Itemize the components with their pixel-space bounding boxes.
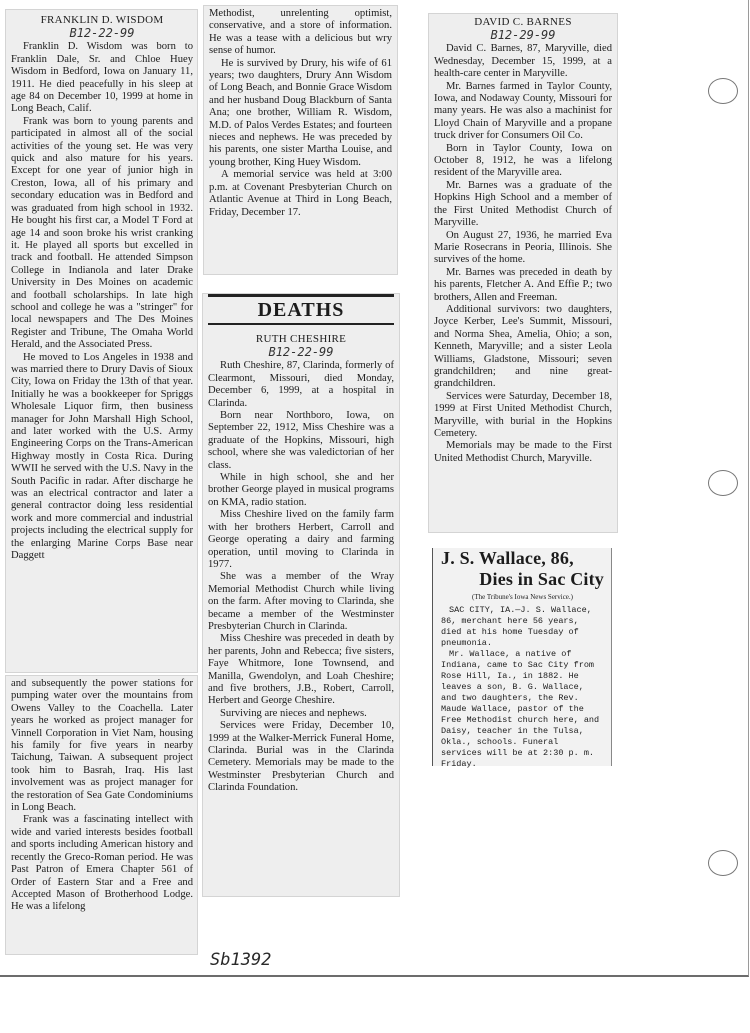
binder-hole-bottom	[708, 850, 738, 876]
wallace-paragraph: Mr. Wallace, a native of Indiana, came to Sac City from Rose Hill, Ia., in 1882. He leaves a son, B. G. Wallace, and two daughters, the Rev. Maude Wallace, pastor of the Free Methodist church here, and Daisy, teacher in the Tulsa, Okla., schools. Funeral services will be at 2:30 p. m. Friday.	[441, 649, 600, 769]
barnes-handwritten-date: B12-29-99	[490, 28, 556, 43]
barnes-paragraph: On August 27, 1936, he married Eva Marie Rosecrans in Peoria, Illinois. She survives of the home.	[434, 229, 612, 266]
barnes-paragraph: Mr. Barnes was preceded in death by his parents, Fletcher A. And Effie P.; two brothers, Allen and Freeman.	[434, 266, 612, 303]
wallace-paragraph: SAC CITY, IA.—J. S. Wallace, 86, merchant here 56 years, died at his home Tuesday of pneumonia.	[441, 605, 592, 648]
wallace-news-service-credit: (The Tribune's Iowa News Service.)	[472, 593, 573, 601]
cheshire-paragraph: Ruth Cheshire, 87, Clarinda, formerly of Clearmont, Missouri, died Monday, December 6, 1999, at a hospital in Clarinda.	[208, 360, 394, 409]
wisdom-name: FRANKLIN D. WISDOM	[40, 14, 164, 26]
cheshire-paragraph: Born near Northboro, Iowa, on September 22, 1912, Miss Cheshire was a graduate of the Hopkins, Missouri, high school, where she was valedictorian of her class.	[208, 410, 394, 471]
wisdom-obituary-continued	[204, 6, 397, 274]
barnes-paragraph: Mr. Barnes farmed in Taylor County, Iowa, and Nodaway County, Missouri for many years. He was also a machinist for Lloyd Chain of Maryville and a propane truck driver for Consumers Oil Co.	[434, 80, 612, 142]
cheshire-handwritten-date: B12-22-99	[268, 345, 334, 360]
wisdom-paragraph: Frank was born to young parents and participated in almost all of the social activities of the young set. He was very quick and also mature for his years. Except for one year of junior high in Creston, Iowa, all of his primary and secondary education was in Bedford and was graduated from high school in 1932. He bought his first car, a Model T Ford at age 14 and soon broke his wrist cranking it. He played all sports but excelled in track and football. He attended Simpson College in Indianola and later Drake University in Des Moines on academic and football scholarships. In late high school and college he was a "stringer" for local newspapers and The Des Moines Register and Tribune, The Omaha World Herald, and the Associated Press.	[11, 115, 193, 351]
barnes-obituary	[429, 14, 617, 532]
wallace-headline-line2: Dies in Sac City	[479, 569, 604, 589]
barnes-paragraph: Born in Taylor County, Iowa on October 8, 1912, he was a lifelong resident of the Maryville area.	[434, 142, 612, 179]
wisdom-paragraph: Franklin D. Wisdom was born to Franklin Dale, Sr. and Chloe Huey Wisdom in Bedford, Iowa on January 11, 1911. He died peacefully in his sleep at age 84 on December 10, 1999 at home in Long Beach, Calif.	[11, 41, 193, 115]
barnes-paragraph: Additional survivors: two daughters, Joyce Kerber, Lee's Summit, Missouri, and Norma Shea, Amelia, Ohio; a son, Kenneth, Maryville; and a sister Leola Williams, Gladstone, Missouri; seven grandchildren; and nine great-grandchildren.	[434, 303, 612, 390]
wisdom-paragraph: Frank was a fascinating intellect with wide and varied interests besides football and sports including American history and recently the Greco-Roman period. He was Past Patron of Emera Chapter 561 of Order of Eastern Star and a Free and Accepted Mason of Brotherhood Lodge. He was a lifelong	[11, 814, 193, 913]
wisdom-paragraph: Methodist, unrelenting optimist, conservative, and a store of information. He was a tease with a delicious but wry sense of humor.	[209, 8, 392, 57]
binder-hole-middle	[708, 470, 738, 496]
barnes-paragraph: David C. Barnes, 87, Maryville, died Wednesday, December 15, 1999, at a health-care center in Maryville.	[434, 43, 612, 80]
wisdom-obituary-bottom	[6, 676, 197, 954]
cheshire-paragraph: Miss Cheshire lived on the family farm with her brothers Herbert, Carroll and George operating a dairy and farming operation, until moving to Clarinda in 1977.	[208, 509, 394, 570]
wisdom-paragraph: A memorial service was held at 3:00 p.m. at Covenant Presbyterian Church on Atlantic Avenue at Third in Long Beach, Friday, December 17.	[209, 169, 392, 218]
handwritten-file-number: Sb1392	[210, 950, 272, 970]
deaths-section-header: DEATHS	[208, 294, 394, 325]
cheshire-paragraph: Miss Cheshire was preceded in death by her parents, John and Rebecca; five sisters, Faye Whitmore, Ione Townsend, and Manilla, Gwendolyn, and Loah Cheshire; and five brothers, J.B., Robert, Carroll, Herbert and George Cheshire.	[208, 633, 394, 707]
cheshire-paragraph: While in high school, she and her brother George played in musical programs on KMA, radio station.	[208, 472, 394, 508]
cheshire-obituary	[203, 294, 399, 896]
wisdom-paragraph: and subsequently the power stations for pumping water over the mountains from Owens Valley to the Coachella. Later years he worked as project manager for Vinnell Corporation in Viet Nam, housing his family for five years in nearby Taichung, Taiwan. A subsequent project took him to Basrah, Iraq. His last involvement was as project manager for the restoration of Sea Gate Condominiums in Long Beach.	[11, 678, 193, 814]
wisdom-paragraph: He moved to Los Angeles in 1938 and was married there to Drury Davis of Sioux City, Iowa on Friday the 13th of that year. Initially he was a bookkeeper for Spriggs Wholesale Liquor firm, then business manager for John Marshall High School, and later worked with the U.S. Army Engineering Corps on the Trans-American Highway mostly in Costa Rica. During WWII he served with the U.S. Navy in the South Pacific in radar. After discharge he was an electrical contractor and later a general contractor doing less residential work and more commercial and industrial projects including the electrical supply for the enlarging Marine Corps Base near Daggett	[11, 351, 193, 562]
wisdom-obituary-top	[6, 10, 197, 672]
barnes-paragraph: Services were Saturday, December 18, 1999 at First United Methodist Church, Maryville, with burial in the Hopkins Cemetery.	[434, 390, 612, 439]
cheshire-paragraph: She was a member of the Wray Memorial Methodist Church while living on the farm. After moving to Clarinda, she became a member of the Westminster Presbyterian Church in Clarinda.	[208, 571, 394, 632]
cheshire-paragraph: Services were Friday, December 10, 1999 at the Walker-Merrick Funeral Home, Clarinda. Burial was in the Clarinda Cemetery. Memorials may be made to the Westminster Presbyterian Church and Clarinda Foundation.	[208, 720, 394, 794]
cheshire-name: RUTH CHESHIRE	[255, 333, 347, 345]
wallace-headline-line1: J. S. Wallace, 86,	[441, 548, 574, 568]
wisdom-handwritten-date: B12-22-99	[69, 26, 135, 41]
barnes-name: DAVID C. BARNES	[474, 16, 572, 28]
barnes-paragraph: Mr. Barnes was a graduate of the Hopkins High School and a member of the First United Methodist Church of Maryville.	[434, 179, 612, 229]
cheshire-paragraph: Surviving are nieces and nephews.	[220, 707, 367, 719]
binder-hole-top	[708, 78, 738, 104]
wallace-obituary	[432, 548, 612, 769]
barnes-paragraph: Memorials may be made to the First United Methodist Church, Maryville.	[434, 440, 612, 464]
wisdom-paragraph: He is survived by Drury, his wife of 61 years; two daughters, Drury Ann Wisdom of Long Beach, and Bonnie Grace Wisdom and her husband Doug Blackburn of Santa Ana; one brother, William R. Wisdom, M.D. of Palos Verdes Estates; and fourteen nieces and nephews. He was preceded by his parents, one sister Martha Louise, and young brother, King Huey Wisdom.	[209, 57, 392, 168]
